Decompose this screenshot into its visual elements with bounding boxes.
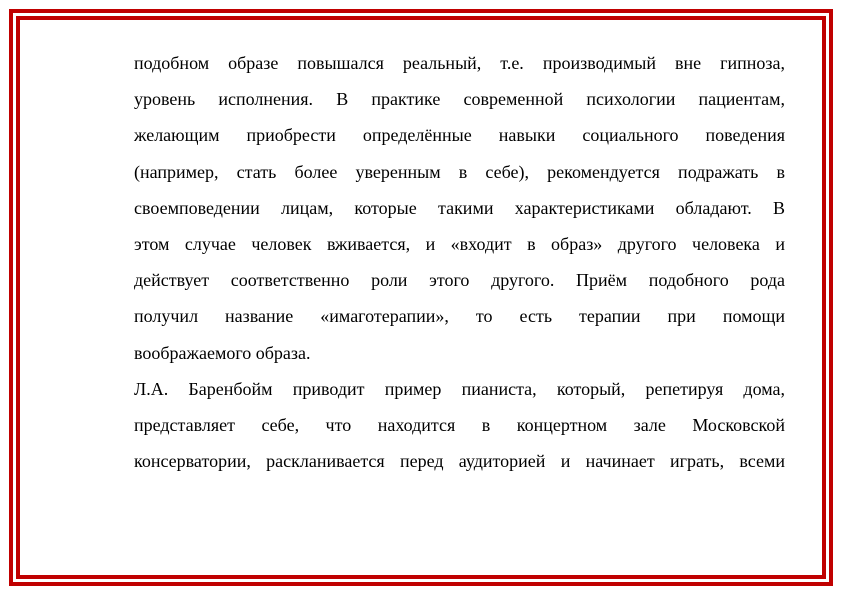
text-line: подобном образе повышался реальный, т.е. производимый вне гипноза, [134, 53, 785, 73]
text-line: (например, стать более уверенным в себе), рекомендуется подражать в [134, 161, 785, 182]
text-line: действует соответственно роли этого другого. Приём подобного рода [134, 270, 785, 291]
body-text [134, 45, 785, 479]
text-line: воображаемого образа. [134, 342, 311, 363]
text-line: Л.А. Баренбойм приводит пример пианиста, который, репетируя дома, [134, 378, 785, 399]
text-line: этом случае человек вживается, и «входит в образ» другого человека и [134, 234, 785, 255]
text-line: желающим приобрести определённые навыки социального поведения [134, 125, 785, 146]
text-line: консерватории, раскланивается перед аудиторией и начинает играть, всеми [134, 451, 785, 472]
text-line: получил название «имаготерапии», то есть терапии при помощи [134, 306, 785, 327]
text-line: представляет себе, что находится в концертном зале Московской [134, 415, 785, 436]
text-line: уровень исполнения. В практике современной психологии пациентам, [134, 89, 785, 110]
text-line: своемповедении лицам, которые такими характеристиками обладают. В [134, 197, 785, 218]
